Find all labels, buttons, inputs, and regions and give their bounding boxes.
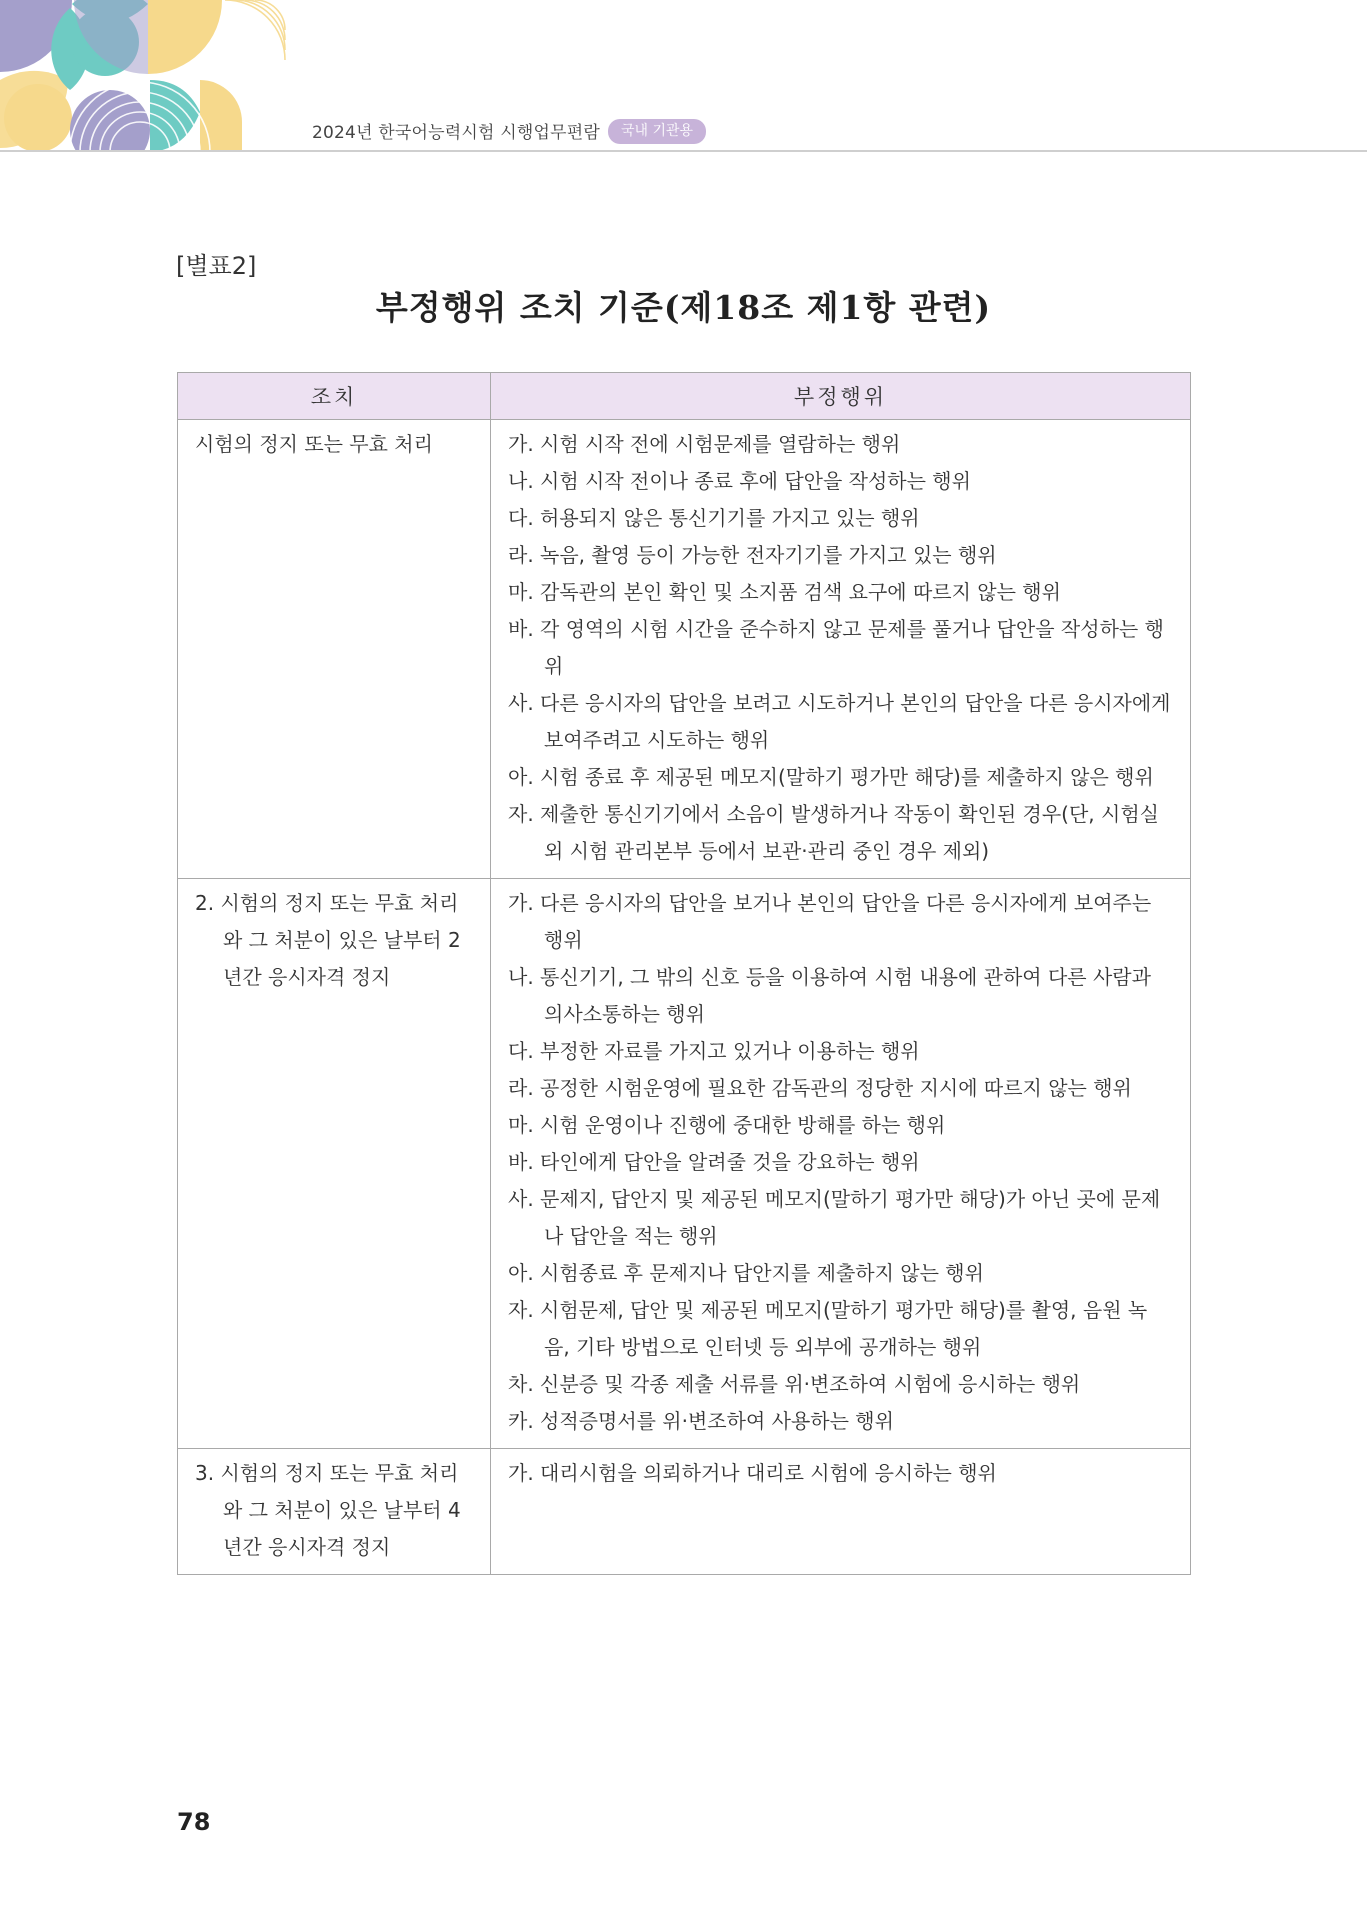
list-item: 다. 부정한 자료를 가지고 있거나 이용하는 행위	[508, 1039, 920, 1063]
header-divider	[0, 150, 1367, 152]
list-item: 나. 시험 시작 전이나 종료 후에 답안을 작성하는 행위	[508, 469, 971, 493]
misconduct-cell	[491, 879, 1191, 1449]
list-item: 마. 감독관의 본인 확인 및 소지품 검색 요구에 따르지 않는 행위	[508, 580, 1061, 604]
list-item: 사. 다른 응시자의 답안을 보려고 시도하거나 본인의 답안을 다른 응시자에게 보여주려고 시도하는 행위	[508, 691, 1171, 752]
list-item: 자. 시험문제, 답안 및 제공된 메모지(말하기 평가만 해당)를 촬영, 음원 녹음, 기타 방법으로 인터넷 등 외부에 공개하는 행위	[508, 1298, 1148, 1359]
misconduct-cell	[491, 1449, 1191, 1575]
header-title: 2024년 한국어능력시험 시행업무편람	[312, 123, 600, 143]
measure-text: 시험의 정지 또는 무효 처리	[195, 432, 433, 456]
list-item: 가. 시험 시작 전에 시험문제를 열람하는 행위	[508, 432, 901, 456]
measure-cell	[178, 420, 491, 879]
list-item: 바. 타인에게 답안을 알려줄 것을 강요하는 행위	[508, 1150, 920, 1174]
list-item: 바. 각 영역의 시험 시간을 준수하지 않고 문제를 풀거나 답안을 작성하는 행위	[508, 617, 1164, 678]
measure-cell	[178, 879, 491, 1449]
measure-text: 3. 시험의 정지 또는 무효 처리와 그 처분이 있은 날부터 4년간 응시자격 정지	[195, 1461, 461, 1559]
list-item: 라. 녹음, 촬영 등이 가능한 전자기기를 가지고 있는 행위	[508, 543, 997, 567]
list-item: 라. 공정한 시험운영에 필요한 감독관의 정당한 지시에 따르지 않는 행위	[508, 1076, 1132, 1100]
header-decoration	[0, 0, 290, 152]
header-badge: 국내 기관용	[608, 119, 706, 144]
list-item: 가. 다른 응시자의 답안을 보거나 본인의 답안을 다른 응시자에게 보여주는 행위	[508, 891, 1152, 952]
list-item: 사. 문제지, 답안지 및 제공된 메모지(말하기 평가만 해당)가 아닌 곳에 문제나 답안을 적는 행위	[508, 1187, 1161, 1248]
document-title: 부정행위 조치 기준(제18조 제1항 관련)	[375, 288, 992, 327]
appendix-label: [별표2]	[176, 252, 257, 280]
column-header-measure: 조치	[178, 373, 491, 420]
list-item: 아. 시험 종료 후 제공된 메모지(말하기 평가만 해당)를 제출하지 않은 행위	[508, 765, 1154, 789]
list-item: 나. 통신기기, 그 밖의 신호 등을 이용하여 시험 내용에 관하여 다른 사람과 의사소통하는 행위	[508, 965, 1151, 1026]
table-header-row	[178, 373, 1191, 420]
list-item: 자. 제출한 통신기기에서 소음이 발생하거나 작동이 확인된 경우(단, 시험실 외 시험 관리본부 등에서 보관·관리 중인 경우 제외)	[508, 802, 1159, 863]
misconduct-table	[177, 372, 1191, 1575]
list-item: 아. 시험종료 후 문제지나 답안지를 제출하지 않는 행위	[508, 1261, 984, 1285]
misconduct-cell	[491, 420, 1191, 879]
list-item: 차. 신분증 및 각종 제출 서류를 위·변조하여 시험에 응시하는 행위	[508, 1372, 1081, 1396]
column-header-misconduct: 부정행위	[491, 373, 1191, 420]
list-item: 다. 허용되지 않은 통신기기를 가지고 있는 행위	[508, 506, 920, 530]
list-item: 마. 시험 운영이나 진행에 중대한 방해를 하는 행위	[508, 1113, 946, 1137]
measure-cell	[178, 1449, 491, 1575]
table-row	[178, 1449, 1191, 1575]
page-number: 78	[177, 1808, 211, 1836]
table-row	[178, 879, 1191, 1449]
table-row	[178, 420, 1191, 879]
list-item: 가. 대리시험을 의뢰하거나 대리로 시험에 응시하는 행위	[508, 1461, 997, 1485]
measure-text: 2. 시험의 정지 또는 무효 처리와 그 처분이 있은 날부터 2년간 응시자격 정지	[195, 891, 461, 989]
list-item: 카. 성적증명서를 위·변조하여 사용하는 행위	[508, 1409, 894, 1433]
